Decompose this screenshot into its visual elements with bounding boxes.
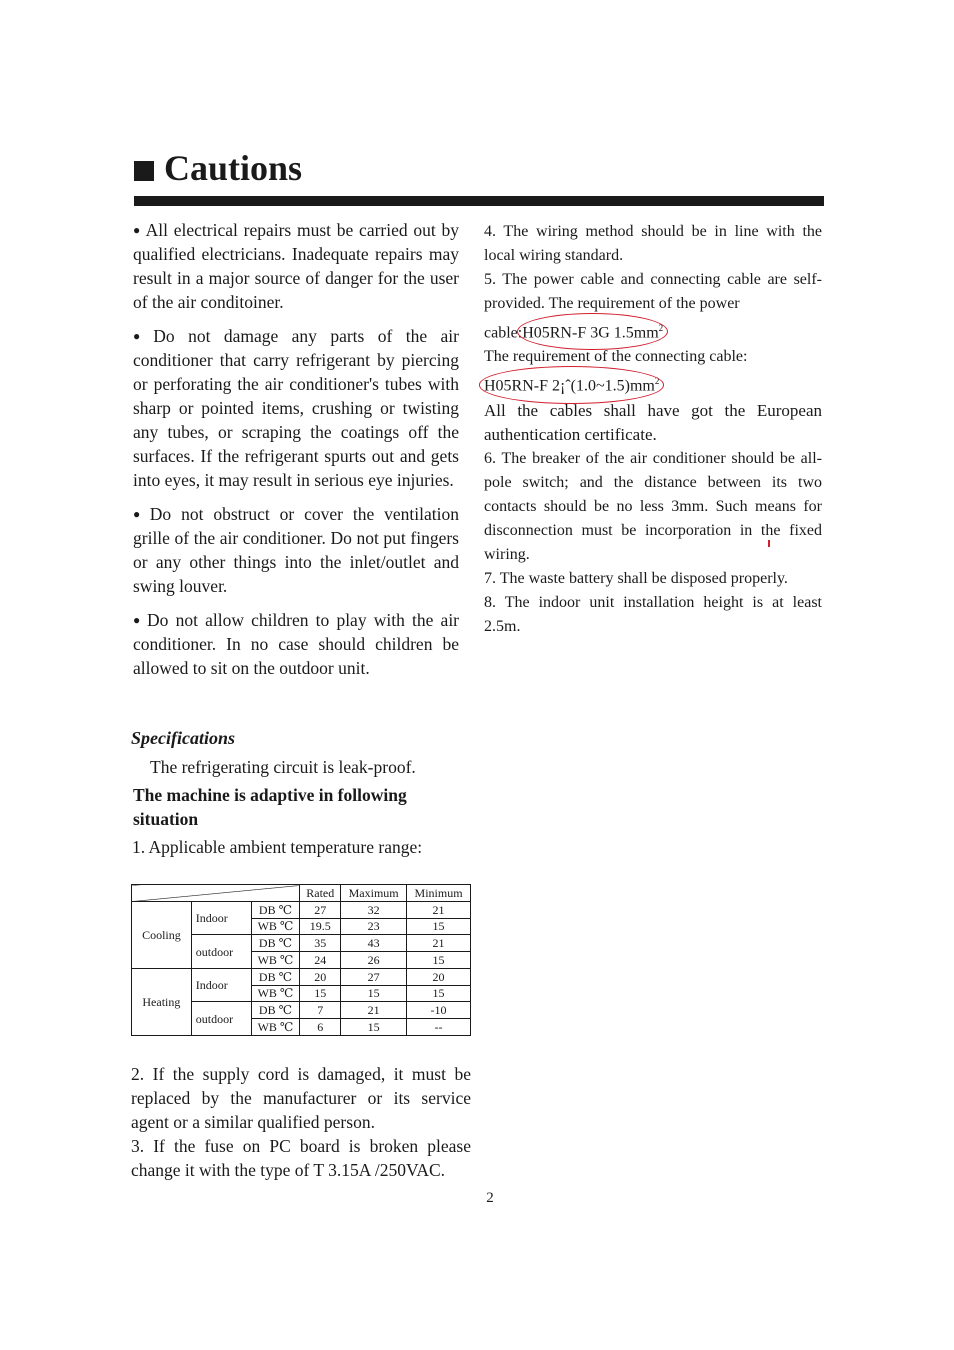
bullet-dot-icon: ● — [133, 223, 142, 237]
min-cell: 15 — [407, 952, 471, 969]
bullet-dot-icon: ● — [133, 507, 146, 521]
european-cert-note: All the cables shall have got the European authentication certificate. — [484, 400, 822, 444]
caution-bullet: ● Do not obstruct or cover the ventilation grille of the air conditioner. Do not put fingers or any other things into the inlet/outlet and swing louver. — [133, 504, 459, 596]
max-cell: 43 — [341, 935, 407, 952]
caution-bullet: ● All electrical repairs must be carried out by qualified electricians. Inadequate repairs may result in a major source of danger for the user of the air conditoiner. — [133, 220, 460, 312]
caution-bullet: ● Do not allow children to play with the air conditioner. In no case should children be allowed to sit on the outdoor unit. — [133, 610, 460, 678]
square-bullet-icon — [134, 161, 154, 181]
max-cell: 27 — [341, 968, 407, 985]
connecting-cable-label: The requirement of the connecting cable: — [484, 348, 748, 366]
leak-proof-text: The refrigerating circuit is leak-proof. — [150, 757, 416, 777]
table-corner-cell — [132, 885, 300, 902]
min-cell: 15 — [407, 985, 471, 1002]
heating-label: Heating — [132, 968, 192, 1035]
page-title — [134, 145, 302, 191]
rated-cell: 7 — [300, 1002, 341, 1019]
condition-cell: DB ℃ — [251, 968, 300, 985]
min-cell: -- — [407, 1019, 471, 1036]
table-header: Minimum — [407, 885, 471, 902]
max-cell: 15 — [341, 1019, 407, 1036]
connecting-cable-spec: H05RN-F $2¡ˆ(1.0\sim 1.5)mm^2$ — [484, 369, 659, 398]
bullet-dot-icon: ● — [133, 329, 150, 343]
red-tick-mark — [768, 540, 770, 547]
max-cell: 32 — [341, 901, 407, 918]
title-rule — [134, 196, 824, 206]
condition-cell: WB ℃ — [251, 918, 300, 935]
supply-cord-note: 2. If the supply cord is damaged, it must be replaced by the manufacturer or its service agent or a similar qualified person. — [131, 1064, 471, 1132]
table-row — [132, 901, 471, 918]
power-cable-spec: H05RN-F 3G $1.5mm^2$ — [522, 316, 663, 345]
max-cell: 21 — [341, 1002, 407, 1019]
min-cell: 20 — [407, 968, 471, 985]
outdoor-label: outdoor — [191, 1002, 251, 1036]
rated-cell: 19.5 — [300, 918, 341, 935]
temperature-table — [131, 884, 471, 1036]
rated-cell: 27 — [300, 901, 341, 918]
rated-cell: 35 — [300, 935, 341, 952]
table-row — [132, 968, 471, 985]
condition-cell: WB ℃ — [251, 985, 300, 1002]
max-cell: 15 — [341, 985, 407, 1002]
cooling-label: Cooling — [132, 901, 192, 968]
specifications-heading: Specifications — [131, 728, 235, 748]
wiring-method-note: 4. The wiring method should be in line with the local wiring standard. — [484, 223, 822, 264]
min-cell: 15 — [407, 918, 471, 935]
breaker-note: 6. The breaker of the air conditioner should be all-pole switch; and the distance between its two contacts should be no less 3mm. Such means for disconnection must be incorporation in the fixed wiring. — [484, 449, 822, 563]
indoor-label: Indoor — [191, 968, 251, 1002]
condition-cell: WB ℃ — [251, 952, 300, 969]
rated-cell: 24 — [300, 952, 341, 969]
indoor-label: Indoor — [191, 901, 251, 935]
max-cell: 23 — [341, 918, 407, 935]
installation-height-note: 8. The indoor unit installation height is at least 2.5m. — [484, 593, 822, 635]
cable-note: 5. The power cable and connecting cable are self-provided. The requirement of the power — [484, 271, 822, 312]
bullet-dot-icon: ● — [133, 613, 144, 627]
table-header: Maximum — [341, 885, 407, 902]
left-column — [133, 218, 459, 690]
battery-note: 7. The waste battery shall be disposed properly. — [484, 569, 788, 587]
condition-cell: DB ℃ — [251, 901, 300, 918]
fuse-note: 3. If the fuse on PC board is broken please change it with the type of T 3.15A /250VAC. — [131, 1136, 471, 1180]
connecting-cable-line — [484, 369, 822, 398]
title-text: Cautions — [164, 148, 303, 188]
right-column — [484, 220, 822, 639]
specifications-section — [131, 725, 471, 859]
condition-cell: DB ℃ — [251, 1002, 300, 1019]
rated-cell: 6 — [300, 1019, 341, 1036]
table-header-row — [132, 885, 471, 902]
page-number: 2 — [486, 1190, 494, 1206]
max-cell: 26 — [341, 952, 407, 969]
rated-cell: 20 — [300, 968, 341, 985]
outdoor-label: outdoor — [191, 935, 251, 969]
rated-cell: 15 — [300, 985, 341, 1002]
min-cell: 21 — [407, 935, 471, 952]
condition-cell: DB ℃ — [251, 935, 300, 952]
caution-bullet: ● Do not damage any parts of the air conditioner that carry refrigerant by piercing or perforating the air conditioner's tubes with sharp or pointed items, crushing or twisting any tubes, or scraping the coatings off the surfaces. If the refrigerant spurts out and gets into eyes, it may result in serious eye injuries. — [133, 326, 459, 490]
power-cable-line: cable:H05RN-F 3G $1.5mm^2$ — [484, 316, 822, 345]
min-cell: -10 — [407, 1002, 471, 1019]
condition-cell: WB ℃ — [251, 1019, 300, 1036]
supply-and-fuse-notes — [131, 1062, 471, 1182]
adaptive-heading: The machine is adaptive in following situation — [133, 785, 407, 829]
temperature-range-item: 1. Applicable ambient temperature range: — [132, 837, 423, 857]
table-header: Rated — [300, 885, 341, 902]
min-cell: 21 — [407, 901, 471, 918]
